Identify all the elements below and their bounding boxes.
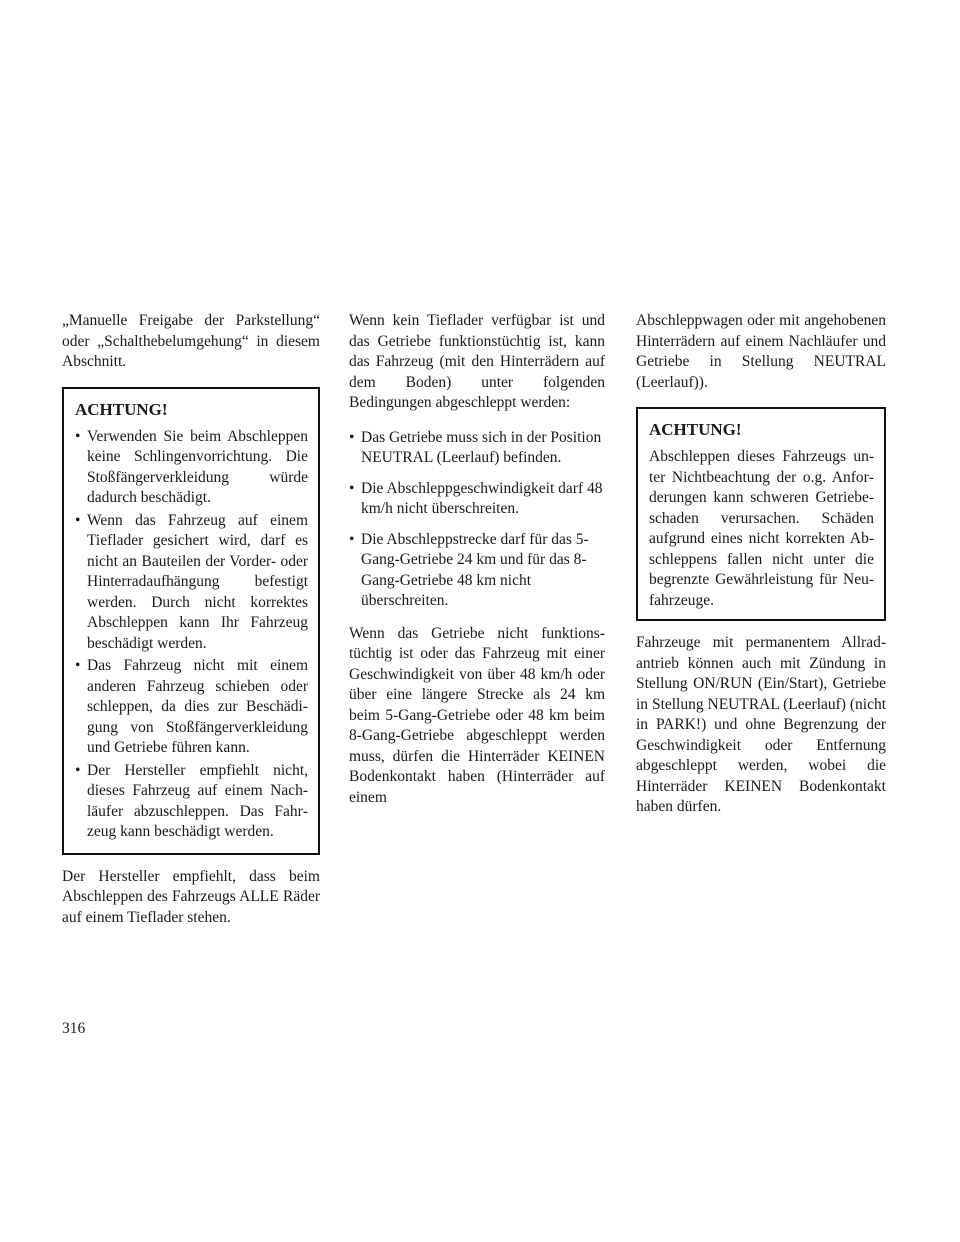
warning-item-text: Der Hersteller empfiehlt nicht, dieses Fahrzeug auf einem Nachläufer abzuschleppen. Das Fahrzeug kann beschädigt werden. bbox=[87, 761, 308, 840]
warning-title: ACHTUNG! bbox=[649, 420, 742, 439]
list-item bbox=[349, 530, 605, 612]
warning-item-text: Das Fahrzeug nicht mit einem anderen Fahrzeug schieben oder schleppen, da dies zur Beschädigung von Stoßfängerverkleidung und Getriebe führen kann. bbox=[87, 657, 308, 756]
column-2-closing: Wenn das Getriebe nicht funktionstüchtig ist oder das Fahrzeug mit einer Geschwindigkeit von über 48 km/h oder über eine längere Strecke als 24 km beim 5-Gang-Getriebe oder 48 km beim 8-Gang-Getriebe abgeschleppt werden muss, dürfen die Hinterräder KEINEN Bodenkontakt haben (Hinterräder auf einem bbox=[349, 624, 605, 806]
column-3-closing: Fahrzeuge mit permanentem Allradantrieb können auch mit Zündung in Stellung ON/RUN (Ein/Start), Getriebe in Stellung NEUTRAL (Leerlauf) (nicht in PARK!) und ohne Begrenzung der Geschwindigkeit oder Entfernung abgeschleppt werden, wobei die Hinterräder KEINEN Bodenkontakt haben dürfen. bbox=[636, 634, 886, 815]
list-item bbox=[349, 428, 605, 469]
bullet-icon: • bbox=[75, 511, 81, 529]
warning-item bbox=[75, 427, 308, 509]
warning-title: ACHTUNG! bbox=[75, 399, 168, 419]
list-item-text: Das Getriebe muss sich in der Position NEUTRAL (Leerlauf) befinden. bbox=[361, 428, 602, 466]
warning-item-text: Wenn das Fahrzeug auf einem Tieflader gesichert wird, darf es nicht an Bauteilen der Vorder- oder Hinterradaufhängung befestigt werden. Durch nicht korrektes Abschleppen kann Ihr Fahrzeug beschädigt werden. bbox=[87, 511, 308, 652]
column-1-intro: „Manuelle Freigabe der Parkstellung“ oder „Schalthebelumgehung“ in diesem Abschnitt. bbox=[62, 312, 320, 370]
warning-item bbox=[75, 656, 308, 759]
column-1-closing: Der Hersteller empfiehlt, dass beim Abschleppen des Fahrzeugs ALLE Räder auf einem Tieflader stehen. bbox=[62, 867, 320, 926]
column-1 bbox=[62, 311, 320, 942]
list-item bbox=[349, 479, 605, 520]
column-2 bbox=[349, 311, 605, 822]
bullet-icon: • bbox=[349, 530, 355, 548]
column-3-intro: Abschleppwagen oder mit angehobenen Hinterrädern auf einem Nachläufer und Getriebe in Stellung NEUTRAL (Leerlauf)). bbox=[636, 312, 886, 391]
column-2-intro: Wenn kein Tieflader verfügbar ist und das Getriebe funktionstüchtig ist, kann das Fahrzeug (mit den Hinterrädern auf dem Boden) unter folgenden Bedingungen abgeschleppt werden: bbox=[349, 312, 605, 411]
warning-box-1 bbox=[62, 387, 320, 855]
warning-item bbox=[75, 761, 308, 843]
page-number: 316 bbox=[62, 1020, 86, 1037]
warning-box-2 bbox=[636, 407, 886, 621]
list-item-text: Die Abschleppgeschwindigkeit darf 48 km/h nicht überschreiten. bbox=[361, 479, 603, 517]
conditions-list bbox=[349, 428, 605, 612]
warning-list bbox=[75, 427, 308, 843]
warning-item bbox=[75, 511, 308, 655]
bullet-icon: • bbox=[349, 479, 355, 497]
warning-text: Abschleppen dieses Fahrzeugs unter Nichtbeachtung der o.g. Anforderungen kann schweren Getriebeschaden verursachen. Schäden aufgrund eines nicht korrekten Abschleppens fallen nicht unter die begrenzte Gewährleistung für Neufahrzeuge. bbox=[649, 448, 874, 609]
bullet-icon: • bbox=[75, 657, 81, 674]
list-item-text: Die Abschleppstrecke darf für das 5-Gang-Getriebe 24 km und für das 8-Gang-Getriebe 48 km nicht überschreiten. bbox=[361, 530, 589, 609]
bullet-icon: • bbox=[349, 428, 355, 446]
column-3 bbox=[636, 311, 886, 832]
bullet-icon: • bbox=[75, 761, 81, 779]
warning-item-text: Verwenden Sie beim Abschleppen keine Schlingenvorrichtung. Die Stoßfängerverkleidung würde dadurch beschädigt. bbox=[87, 427, 308, 506]
bullet-icon: • bbox=[75, 427, 81, 445]
